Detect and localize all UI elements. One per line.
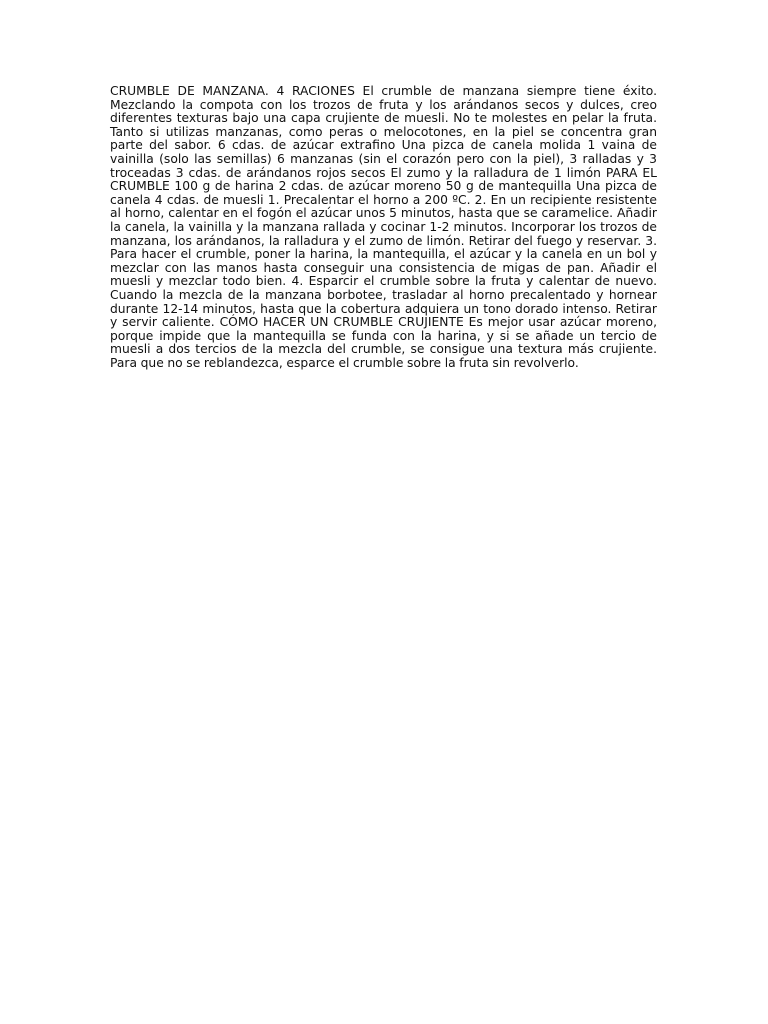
recipe-paragraph: CRUMBLE DE MANZANA. 4 RACIONES El crumble de manzana siempre tiene éxito. Mezclando la compota con los trozos de fruta y los arándanos secos y dulces, creo diferentes texturas bajo una capa crujiente de muesli. No te molestes en pelar la fruta. Tanto si utilizas manzanas, como peras o melocotones, en la piel se concentra gran parte del sabor. 6 cdas. de azúcar extrafino Una pizca de canela molida 1 vaina de vainilla (solo las semillas) 6 manzanas (sin el corazón pero con la piel), 3 ralladas y 3 troceadas 3 cdas. de arándanos rojos secos El zumo y la ralladura de 1 limón PARA EL CRUMBLE 100 g de harina 2 cdas. de azúcar moreno 50 g de mantequilla Una pizca de canela 4 cdas. de muesli 1. Precalentar el horno a 200 ºC. 2. En un recipiente resistente al horno, calentar en el fogón el azúcar unos 5 minutos, hasta que se caramelice. Añadir la canela, la vainilla y la manzana rallada y cocinar 1-2 minutos. Incorporar los trozos de manzana, los arándanos, la ralladura y el zumo de limón. Retirar del fuego y reservar. 3. Para hacer el crumble, poner la harina, la mantequilla, el azúcar y la canela en un bol y mezclar con las manos hasta conseguir una consistencia de migas de pan. Añadir el muesli y mezclar todo bien. 4. Esparcir el crumble sobre la fruta y calentar de nuevo. Cuando la mezcla de la manzana borbotee, trasladar al horno precalentado y hornear durante 12-14 minutos, hasta que la cobertura adquiera un tono dorado intenso. Retirar y servir caliente. CÓMO HACER UN CRUMBLE CRUJIENTE Es mejor usar azúcar moreno, porque impide que la mantequilla se funda con la harina, y si se añade un tercio de muesli a dos tercios de la mezcla del crumble, se consigue una textura más crujiente. Para que no se reblandezca, esparce el crumble sobre la fruta sin revolverlo. xyxy=(110,84,657,370)
